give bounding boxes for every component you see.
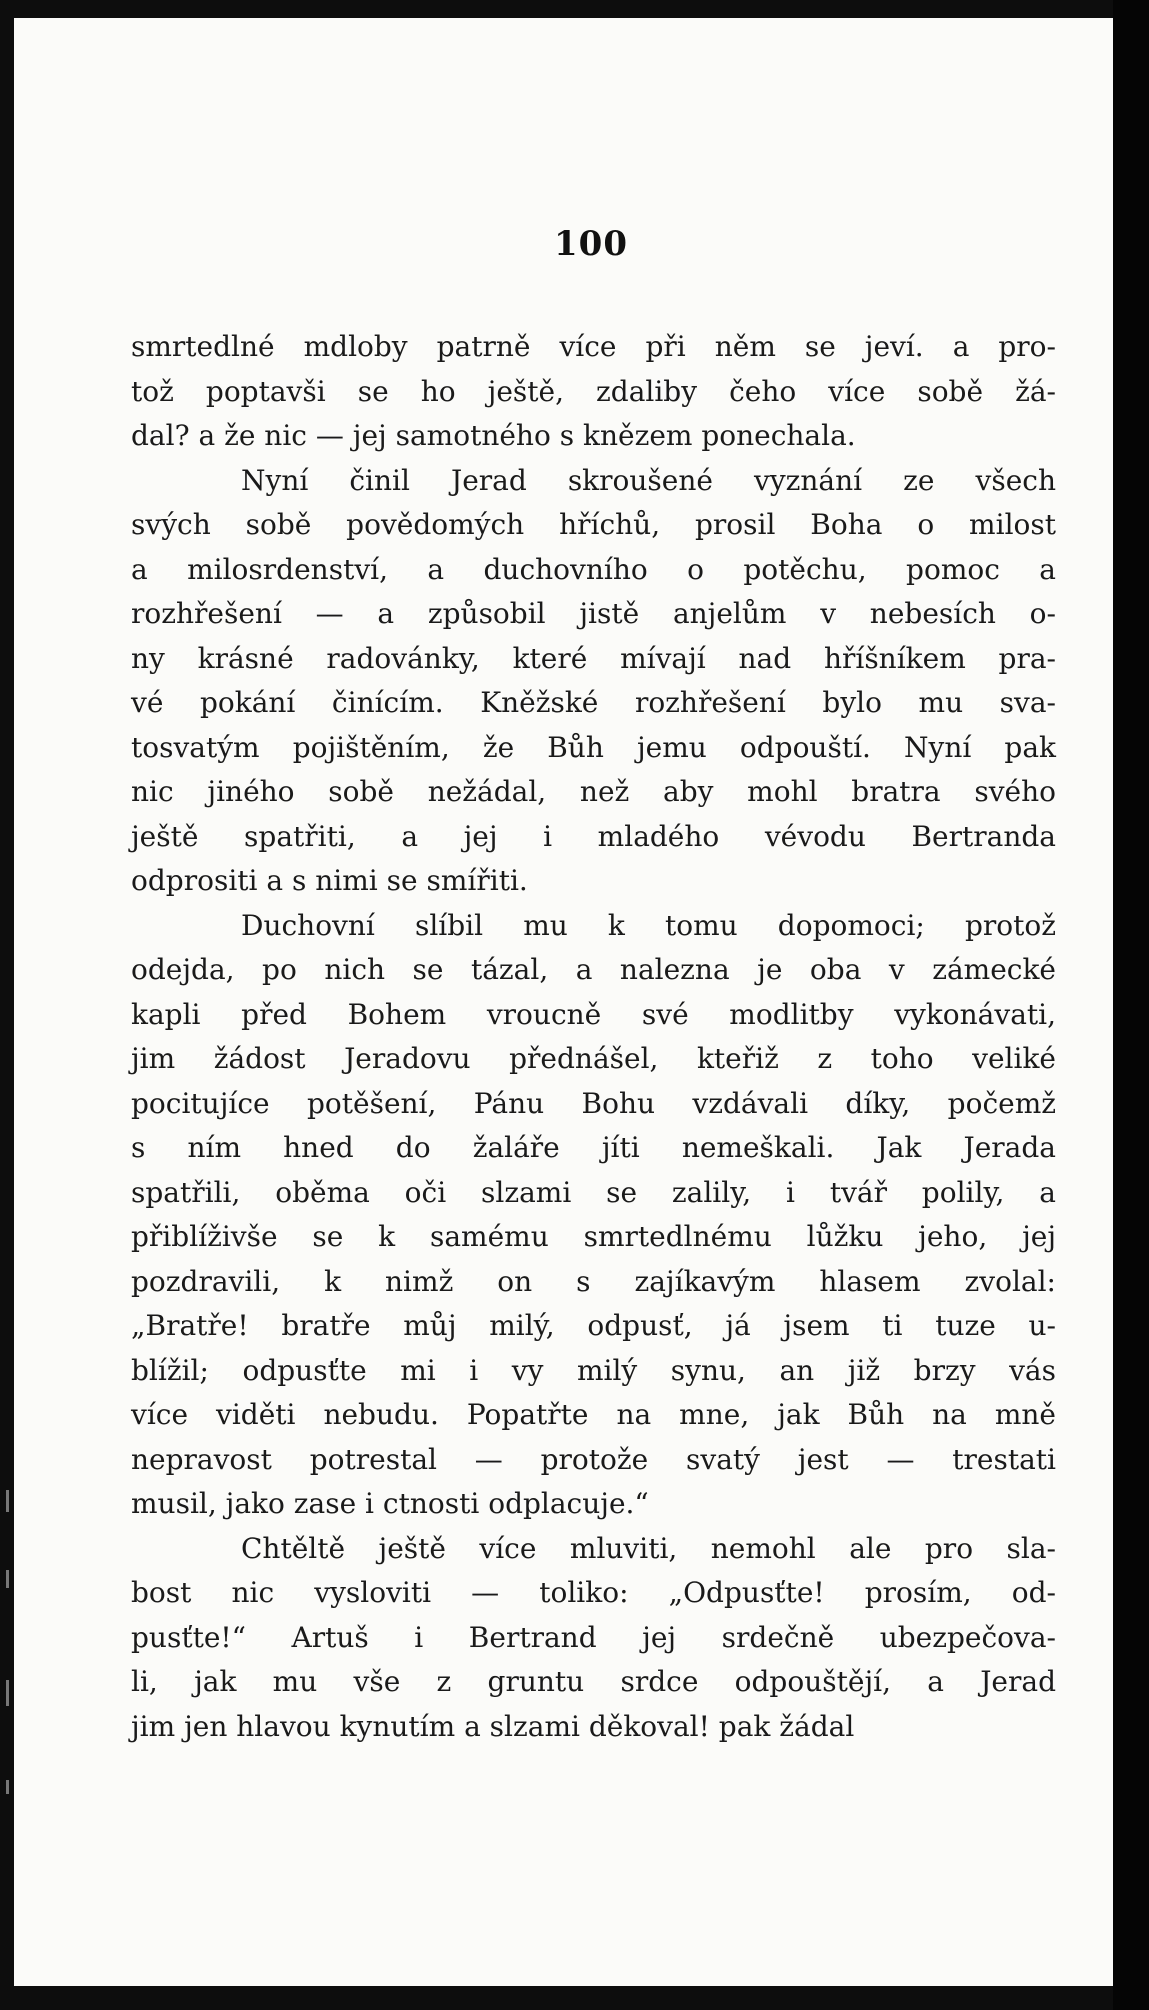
scan-edge-marks — [0, 1450, 20, 1950]
text-line — [131, 726, 1056, 771]
text-line-content: vé pokání činícím. Kněžské rozhřešení bylo mu sva- — [131, 686, 1056, 719]
text-line-content: jim jen hlavou kynutím a slzami děkoval! pak žádal — [131, 1709, 855, 1743]
text-line-content: tosvatým pojištěním, že Bůh jemu odpouští. Nyní pak — [131, 730, 1056, 764]
text-line — [131, 1527, 1056, 1572]
text-line — [131, 681, 1056, 726]
paragraph — [131, 904, 1056, 1527]
text-line — [131, 1082, 1056, 1127]
text-line — [131, 637, 1056, 682]
text-line-content: kapli před Bohem vroucně své modlitby vykonávati, — [131, 997, 1056, 1031]
paragraph — [131, 325, 1056, 459]
text-line — [131, 1571, 1056, 1616]
text-line-content: a milosrdenství, a duchovního o potěchu, pomoc a — [131, 552, 1056, 586]
text-line-content: „Bratře! bratře můj milý, odpusť, já jsem ti tuze u- — [131, 1309, 1056, 1342]
text-line-content: pusťte!“ Artuš i Bertrand jej srdečně ubezpečova- — [131, 1620, 1056, 1654]
page-number: 100 — [554, 224, 628, 264]
text-line-content: jim žádost Jeradovu přednášel, kteřiž z toho veliké — [131, 1042, 1056, 1075]
text-line-content: ještě spatřiti, a jej i mladého vévodu Bertranda — [131, 819, 1056, 853]
text-line-content: tož poptavši se ho ještě, zdaliby čeho více sobě žá- — [131, 374, 1056, 408]
text-line — [131, 1037, 1056, 1082]
text-line-content: Chtěltě ještě více mluviti, nemohl ale pro sla- — [241, 1531, 1056, 1565]
scan-border — [1113, 0, 1149, 2010]
text-line-content: s ním hned do žaláře jíti nemeškali. Jak Jerada — [131, 1131, 1056, 1164]
text-line — [131, 1438, 1056, 1483]
paragraph — [131, 459, 1056, 904]
edge-mark — [6, 1490, 9, 1512]
text-line-content: přiblíživše se k samému smrtedlnému lůžku jeho, jej — [131, 1220, 1056, 1253]
edge-mark — [6, 1570, 9, 1588]
text-line — [131, 1660, 1056, 1705]
text-line — [131, 1260, 1056, 1305]
body-text — [131, 325, 1056, 1749]
text-line — [131, 1705, 1056, 1750]
text-line — [131, 414, 1056, 459]
text-line — [131, 815, 1056, 860]
text-line — [131, 993, 1056, 1038]
text-line — [131, 325, 1056, 370]
text-line-content: odprositi a s nimi se smířiti. — [131, 864, 528, 897]
text-line — [131, 948, 1056, 993]
text-line — [131, 1616, 1056, 1661]
text-line-content: dal? a že nic — jej samotného s knězem ponechala. — [131, 419, 856, 452]
text-line — [131, 370, 1056, 415]
text-line — [131, 592, 1056, 637]
text-line — [131, 503, 1056, 548]
text-line-content: blížil; odpusťte mi i vy milý synu, an již brzy vás — [131, 1353, 1056, 1387]
text-line — [131, 859, 1056, 904]
text-line — [131, 1126, 1056, 1171]
text-line-content: nic jiného sobě nežádal, než aby mohl bratra svého — [131, 775, 1056, 808]
text-line-content: pocitujíce potěšení, Pánu Bohu vzdávali díky, počemž — [131, 1086, 1056, 1120]
text-line — [131, 1215, 1056, 1260]
text-line-content: pozdravili, k nimž on s zajíkavým hlasem zvolal: — [131, 1264, 1056, 1298]
text-line — [131, 1304, 1056, 1349]
text-line — [131, 459, 1056, 504]
text-line — [131, 1393, 1056, 1438]
text-line-content: li, jak mu vše z gruntu srdce odpouštějí, a Jerad — [131, 1665, 1056, 1698]
text-line-content: musil, jako zase i ctnosti odplacuje.“ — [131, 1487, 649, 1520]
text-line-content: odejda, po nich se tázal, a nalezna je oba v zámecké — [131, 953, 1056, 986]
text-line-content: smrtedlné mdloby patrně více při něm se jeví. a pro- — [131, 330, 1056, 363]
text-line — [131, 770, 1056, 815]
edge-mark — [6, 1780, 9, 1794]
text-line-content: Duchovní slíbil mu k tomu dopomoci; protož — [241, 908, 1056, 942]
text-line-content: více viděti nebudu. Popatřte na mne, jak Bůh na mně — [131, 1398, 1056, 1431]
text-line-content: nepravost potrestal — protože svatý jest — trestati — [131, 1442, 1056, 1476]
text-line-content: svých sobě povědomých hříchů, prosil Boha o milost — [131, 508, 1056, 541]
text-line-content: spatřili, oběma oči slzami se zalily, i tvář polily, a — [131, 1175, 1056, 1209]
text-line — [131, 1349, 1056, 1394]
text-line — [131, 1482, 1056, 1527]
paragraph — [131, 1527, 1056, 1750]
text-line — [131, 1171, 1056, 1216]
text-line-content: rozhřešení — a způsobil jistě anjelům v nebesích o- — [131, 597, 1056, 630]
text-line — [131, 904, 1056, 949]
text-line-content: Nyní činil Jerad skroušené vyznání ze všech — [241, 463, 1056, 497]
text-line-content: ny krásné radovánky, které mívají nad hříšníkem pra- — [131, 641, 1056, 675]
edge-mark — [6, 1680, 9, 1706]
text-line-content: bost nic vysloviti — toliko: „Odpusťte! prosím, od- — [131, 1576, 1056, 1609]
text-line — [131, 548, 1056, 593]
